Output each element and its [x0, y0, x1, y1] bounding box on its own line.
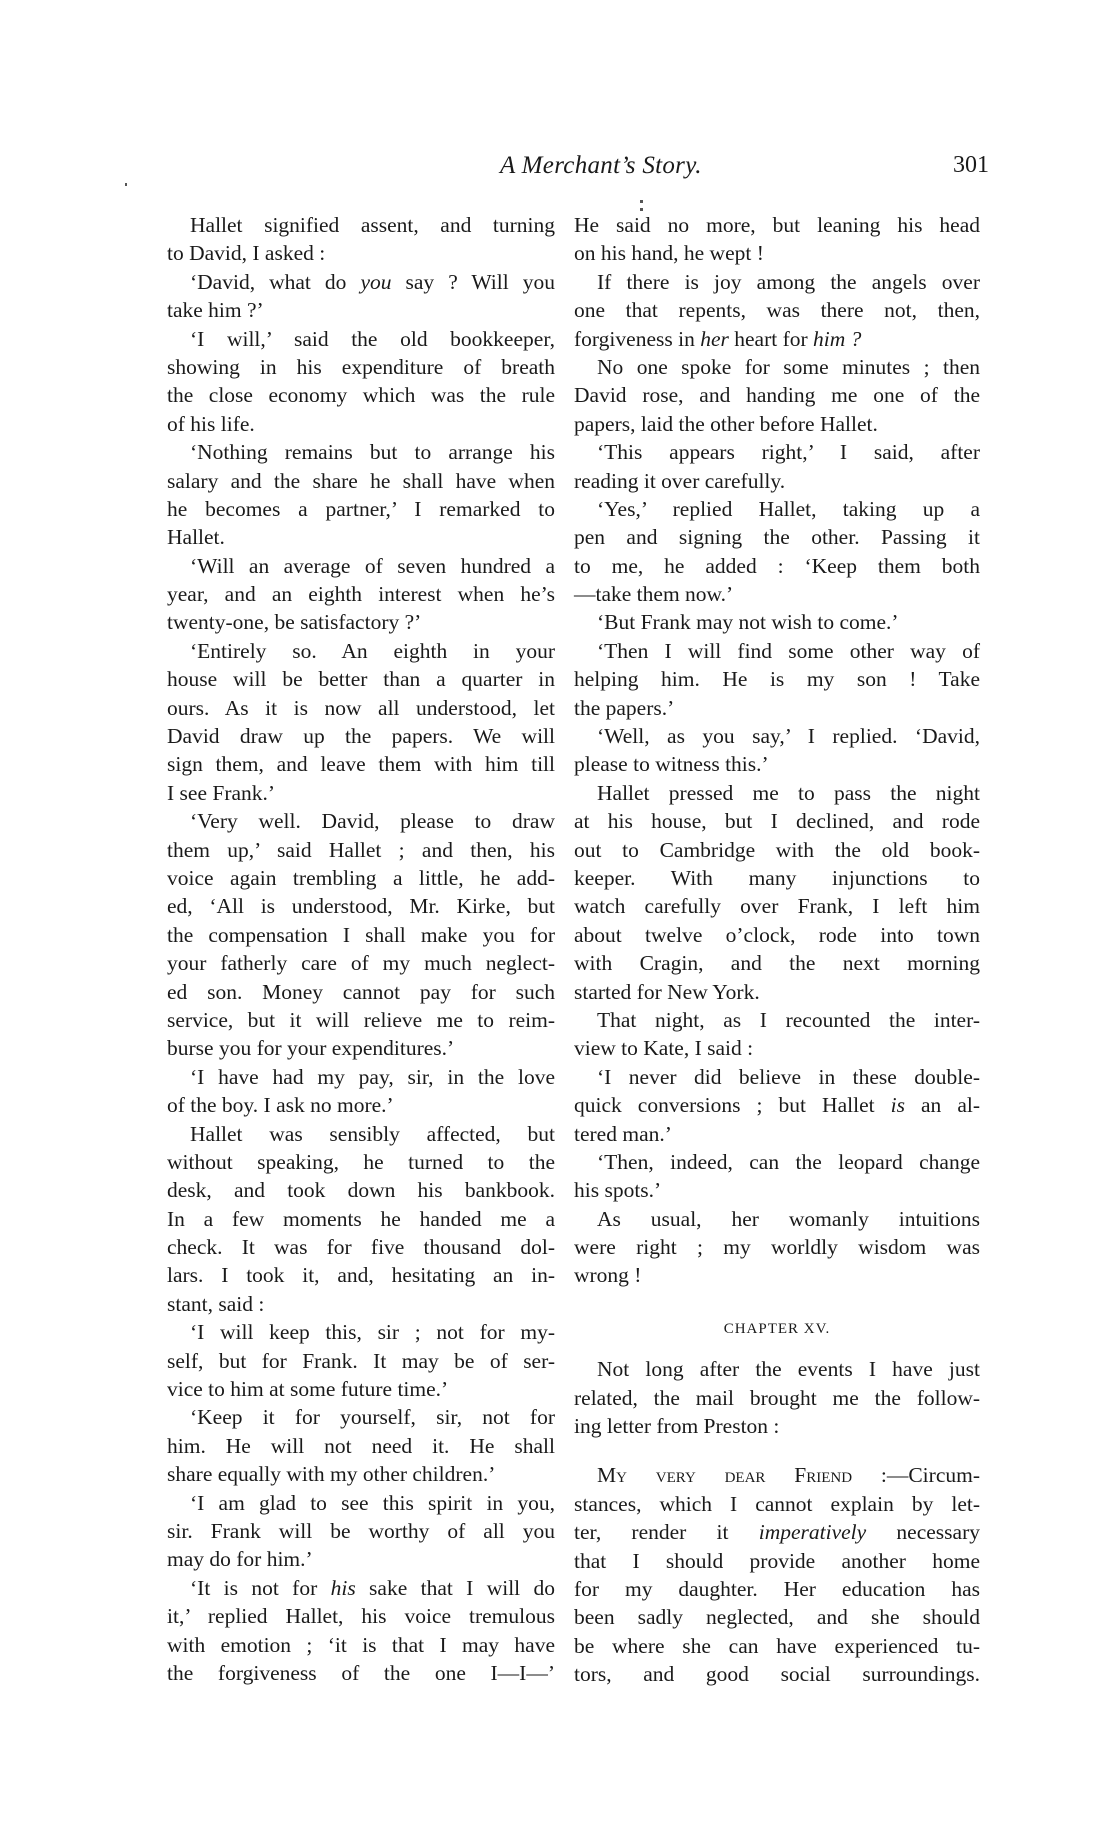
text-segment: ‘I will,’ said the old bookkeeper,	[190, 326, 555, 351]
text-line	[574, 1233, 980, 1261]
text-line	[167, 1318, 555, 1346]
spacer	[574, 1440, 980, 1461]
text-segment: In a few moments he handed me a	[167, 1206, 555, 1231]
text-line	[167, 1403, 555, 1431]
text-line	[167, 410, 555, 438]
text-line	[167, 1091, 555, 1119]
text-line	[574, 1490, 980, 1518]
text-segment: year, and an eighth interest when he’s	[167, 582, 555, 607]
text-segment: ing letter from Preston :	[574, 1414, 780, 1439]
text-segment: without speaking, he turned to the	[167, 1149, 555, 1174]
italic-text: imperatively	[758, 1520, 867, 1545]
text-segment: related, the mail brought me the follow-	[574, 1385, 980, 1410]
text-line	[167, 1375, 555, 1403]
text-line	[167, 921, 555, 949]
text-line	[574, 637, 980, 665]
text-segment: of his life.	[167, 411, 255, 436]
text-line	[167, 353, 555, 381]
text-line	[574, 864, 980, 892]
text-line	[574, 1518, 980, 1546]
text-line	[167, 211, 555, 239]
text-line	[167, 1517, 555, 1545]
text-line	[167, 1233, 555, 1261]
text-segment: tered man.’	[574, 1121, 672, 1146]
italic-text: him ?	[813, 326, 862, 351]
text-segment: sake that I will do	[355, 1575, 555, 1600]
text-line	[167, 523, 555, 551]
text-segment: Hallet.	[167, 525, 225, 550]
text-segment: tors, and good social surroundings.	[574, 1662, 980, 1687]
text-line	[574, 1603, 980, 1631]
text-line	[574, 1632, 980, 1660]
text-line	[167, 580, 555, 608]
text-line	[574, 949, 980, 977]
text-line	[167, 1545, 555, 1573]
text-segment: about twelve o’clock, rode into town	[574, 922, 980, 947]
text-line	[167, 892, 555, 920]
text-segment: Hallet pressed me to pass the night	[597, 780, 980, 805]
text-line	[167, 495, 555, 523]
text-line	[167, 1347, 555, 1375]
text-line	[167, 637, 555, 665]
text-segment: house will be better than a quarter in	[167, 667, 555, 692]
text-segment: voice again trembling a little, he add-	[167, 865, 555, 890]
text-line	[574, 1575, 980, 1603]
text-segment: quick conversions ; but Hallet	[574, 1093, 891, 1118]
text-line	[574, 268, 980, 296]
text-line	[167, 836, 555, 864]
text-segment: reading it over carefully.	[574, 468, 786, 493]
text-segment: David rose, and handing me one of the	[574, 383, 980, 408]
chapter-opening	[574, 1355, 980, 1440]
page-number: 301	[953, 152, 989, 178]
text-line	[167, 1574, 555, 1602]
text-segment: sir. Frank will be worthy of all you	[167, 1518, 555, 1543]
text-line	[574, 1205, 980, 1233]
text-segment: salary and the share he shall have when	[167, 468, 555, 493]
text-line	[574, 467, 980, 495]
text-segment: showing in his expenditure of breath	[167, 354, 555, 379]
text-segment: vice to him at some future time.’	[167, 1377, 449, 1402]
text-segment: at his house, but I declined, and rode	[574, 809, 980, 834]
text-segment: out to Cambridge with the old book-	[574, 837, 980, 862]
text-segment: desk, and took down his bankbook.	[167, 1178, 555, 1203]
text-segment: ‘Then I will find some other way of	[597, 638, 980, 663]
text-line	[167, 1205, 555, 1233]
text-segment: No one spoke for some minutes ; then	[597, 354, 980, 379]
text-line	[574, 211, 980, 239]
text-line	[167, 438, 555, 466]
text-line	[167, 325, 555, 353]
text-segment: ‘Very well. David, please to draw	[190, 809, 555, 834]
text-segment: watch carefully over Frank, I left him	[574, 894, 980, 919]
text-segment: view to Kate, I said :	[574, 1036, 754, 1061]
text-segment: ‘I will keep this, sir ; not for my-	[190, 1320, 555, 1345]
text-line	[574, 807, 980, 835]
text-segment: service, but it will relieve me to reim-	[167, 1007, 555, 1032]
text-line	[167, 1659, 555, 1687]
text-segment: with emotion ; ‘it is that I may have	[167, 1632, 555, 1657]
text-segment: ed, ‘All is understood, Mr. Kirke, but	[167, 894, 555, 919]
text-line	[167, 239, 555, 267]
text-segment: Hallet was sensibly affected, but	[190, 1121, 555, 1146]
text-segment: papers, laid the other before Hallet.	[574, 411, 878, 436]
text-segment: be where she can have experienced tu-	[574, 1633, 980, 1658]
text-line	[167, 949, 555, 977]
italic-text: his	[330, 1575, 356, 1600]
text-segment: wrong !	[574, 1263, 642, 1288]
stray-mark	[125, 183, 127, 186]
text-segment: twenty-one, be satisfactory ?’	[167, 610, 422, 635]
text-line	[167, 722, 555, 750]
text-segment: them up,’ said Hallet ; and then, his	[167, 837, 555, 862]
text-line	[574, 1091, 980, 1119]
text-line	[574, 1660, 980, 1688]
text-segment: ‘Then, indeed, can the leopard change	[597, 1149, 980, 1174]
text-line	[167, 1120, 555, 1148]
italic-text: you	[360, 269, 392, 294]
text-line	[574, 1412, 980, 1440]
text-segment: Not long after the events I have just	[597, 1357, 980, 1382]
text-line	[167, 978, 555, 1006]
text-segment: he becomes a partner,’ I remarked to	[167, 496, 555, 521]
text-line	[574, 552, 980, 580]
text-line	[167, 694, 555, 722]
text-line	[574, 836, 980, 864]
text-line	[574, 892, 980, 920]
text-line	[167, 1006, 555, 1034]
text-line	[167, 552, 555, 580]
text-line	[167, 779, 555, 807]
text-line	[574, 1034, 980, 1062]
text-line	[167, 665, 555, 693]
text-segment: :—Circum-	[852, 1463, 980, 1488]
text-segment: ‘Yes,’ replied Hallet, taking up a	[597, 496, 980, 521]
text-segment: forgiveness in	[574, 326, 701, 351]
text-line	[574, 1355, 980, 1383]
text-line	[574, 694, 980, 722]
text-segment: ‘I am glad to see this spirit in you,	[190, 1490, 555, 1515]
text-segment: pen and signing the other. Passing it	[574, 525, 980, 550]
text-line	[167, 268, 555, 296]
text-line	[574, 1006, 980, 1034]
text-line	[167, 381, 555, 409]
running-head-title: A Merchant’s Story.	[500, 152, 702, 179]
text-segment: share equally with my other children.’	[167, 1462, 496, 1487]
text-segment: My very dear Friend	[597, 1463, 853, 1488]
text-segment: ours. As it is now all understood, let	[167, 695, 555, 720]
text-segment: ‘This appears right,’ I said, after	[597, 440, 980, 465]
text-segment: I see Frank.’	[167, 780, 276, 805]
text-segment: on his hand, he wept !	[574, 241, 764, 266]
text-segment: —take them now.’	[574, 582, 734, 607]
text-line	[574, 921, 980, 949]
italic-text: her	[700, 326, 729, 351]
text-segment: helping him. He is my son ! Take	[574, 667, 980, 692]
text-segment: ‘David, what do	[190, 269, 361, 294]
text-line	[574, 523, 980, 551]
text-line	[167, 1489, 555, 1517]
text-segment: for my daughter. Her education has	[574, 1576, 980, 1601]
stray-mark	[640, 208, 643, 211]
text-line	[574, 410, 980, 438]
text-line	[574, 1120, 980, 1148]
text-line	[574, 978, 980, 1006]
text-line	[574, 722, 980, 750]
text-line	[574, 779, 980, 807]
text-segment: burse you for your expenditures.’	[167, 1036, 455, 1061]
text-segment: heart for	[728, 326, 814, 351]
text-segment: sign them, and leave them with him till	[167, 752, 555, 777]
text-line	[167, 1602, 555, 1630]
text-segment: the papers.’	[574, 695, 675, 720]
text-line	[574, 750, 980, 778]
text-segment: it,’ replied Hallet, his voice tremulous	[167, 1604, 555, 1629]
text-segment: may do for him.’	[167, 1547, 313, 1572]
text-segment: ed son. Money cannot pay for such	[167, 979, 555, 1004]
text-segment: Hallet signified assent, and turning	[190, 213, 555, 237]
text-segment: an al-	[904, 1093, 981, 1118]
text-line	[574, 665, 980, 693]
text-segment: please to witness this.’	[574, 752, 769, 777]
text-line	[574, 495, 980, 523]
text-segment: the close economy which was the rule	[167, 383, 555, 408]
text-line	[167, 807, 555, 835]
text-segment: That night, as I recounted the inter-	[597, 1007, 980, 1032]
text-segment: with Cragin, and the next morning	[574, 951, 980, 976]
text-segment: ‘Keep it for yourself, sir, not for	[190, 1405, 555, 1430]
text-line	[167, 1176, 555, 1204]
left-column	[167, 211, 555, 1687]
text-segment: ‘Will an average of seven hundred a	[190, 553, 555, 578]
text-segment: to me, he added : ‘Keep them both	[574, 553, 980, 578]
text-line	[574, 580, 980, 608]
text-line	[574, 438, 980, 466]
text-line	[167, 467, 555, 495]
text-line	[574, 1384, 980, 1412]
text-segment: were right ; my worldly wisdom was	[574, 1235, 980, 1260]
text-line	[574, 1063, 980, 1091]
text-segment: ‘I have had my pay, sir, in the love	[190, 1064, 555, 1089]
text-segment: stances, which I cannot explain by let-	[574, 1491, 980, 1516]
text-segment: take him ?’	[167, 298, 264, 323]
text-segment: of the boy. I ask no more.’	[167, 1093, 394, 1118]
text-segment: He said no more, but leaning his head	[574, 213, 980, 237]
text-line	[167, 1034, 555, 1062]
text-line	[167, 1432, 555, 1460]
text-segment: the forgiveness of the one I—I—’	[167, 1660, 555, 1685]
text-segment: say ? Will you	[391, 269, 555, 294]
text-segment: the compensation I shall make you for	[167, 922, 555, 947]
text-line	[574, 1261, 980, 1289]
text-line	[167, 1631, 555, 1659]
text-segment: keeper. With many injunctions to	[574, 865, 980, 890]
text-segment: ter, render it	[574, 1520, 759, 1545]
text-segment: ‘Entirely so. An eighth in your	[190, 638, 555, 663]
letter-text	[574, 1461, 980, 1688]
text-line	[574, 296, 980, 324]
text-line	[574, 1547, 980, 1575]
text-line	[167, 1460, 555, 1488]
text-line	[574, 608, 980, 636]
text-segment: that I should provide another home	[574, 1548, 980, 1573]
right-column	[574, 211, 980, 1689]
text-segment: As usual, her womanly intuitions	[597, 1206, 980, 1231]
text-segment: ‘I never did believe in these double-	[597, 1064, 980, 1089]
text-line	[167, 1290, 555, 1318]
text-segment: to David, I asked :	[167, 241, 326, 266]
text-segment: his spots.’	[574, 1178, 662, 1203]
text-segment: been sadly neglected, and she should	[574, 1605, 980, 1630]
text-line	[167, 1148, 555, 1176]
text-segment: David draw up the papers. We will	[167, 724, 555, 749]
text-line	[574, 353, 980, 381]
text-line	[574, 1461, 980, 1489]
text-line	[574, 381, 980, 409]
text-segment: If there is joy among the angels over	[597, 269, 980, 294]
text-segment: stant, said :	[167, 1291, 265, 1316]
text-line	[167, 750, 555, 778]
text-line	[167, 864, 555, 892]
text-line	[167, 296, 555, 324]
text-line	[574, 239, 980, 267]
chapter-heading: CHAPTER XV.	[723, 1320, 831, 1337]
italic-text: is	[890, 1093, 905, 1118]
text-segment: check. It was for five thousand dol-	[167, 1235, 555, 1260]
text-segment: necessary	[866, 1520, 980, 1545]
text-segment: ‘It is not for	[190, 1575, 331, 1600]
text-segment: him. He will not need it. He shall	[167, 1433, 555, 1458]
right-column-text	[574, 211, 980, 1290]
text-segment: self, but for Frank. It may be of ser-	[167, 1348, 555, 1373]
text-segment: ‘But Frank may not wish to come.’	[597, 610, 899, 635]
text-segment: one that repents, was there not, then,	[574, 298, 980, 323]
text-line	[574, 1176, 980, 1204]
text-segment: started for New York.	[574, 979, 760, 1004]
stray-mark	[640, 200, 643, 203]
text-segment: ‘Nothing remains but to arrange his	[190, 440, 555, 465]
text-line	[574, 1148, 980, 1176]
text-line	[167, 1063, 555, 1091]
text-segment: your fatherly care of my much neglect-	[167, 951, 555, 976]
text-line	[167, 608, 555, 636]
text-line	[574, 325, 980, 353]
text-line	[167, 1261, 555, 1289]
text-segment: ‘Well, as you say,’ I replied. ‘David,	[597, 724, 980, 749]
text-segment: lars. I took it, and, hesitating an in-	[167, 1263, 555, 1288]
